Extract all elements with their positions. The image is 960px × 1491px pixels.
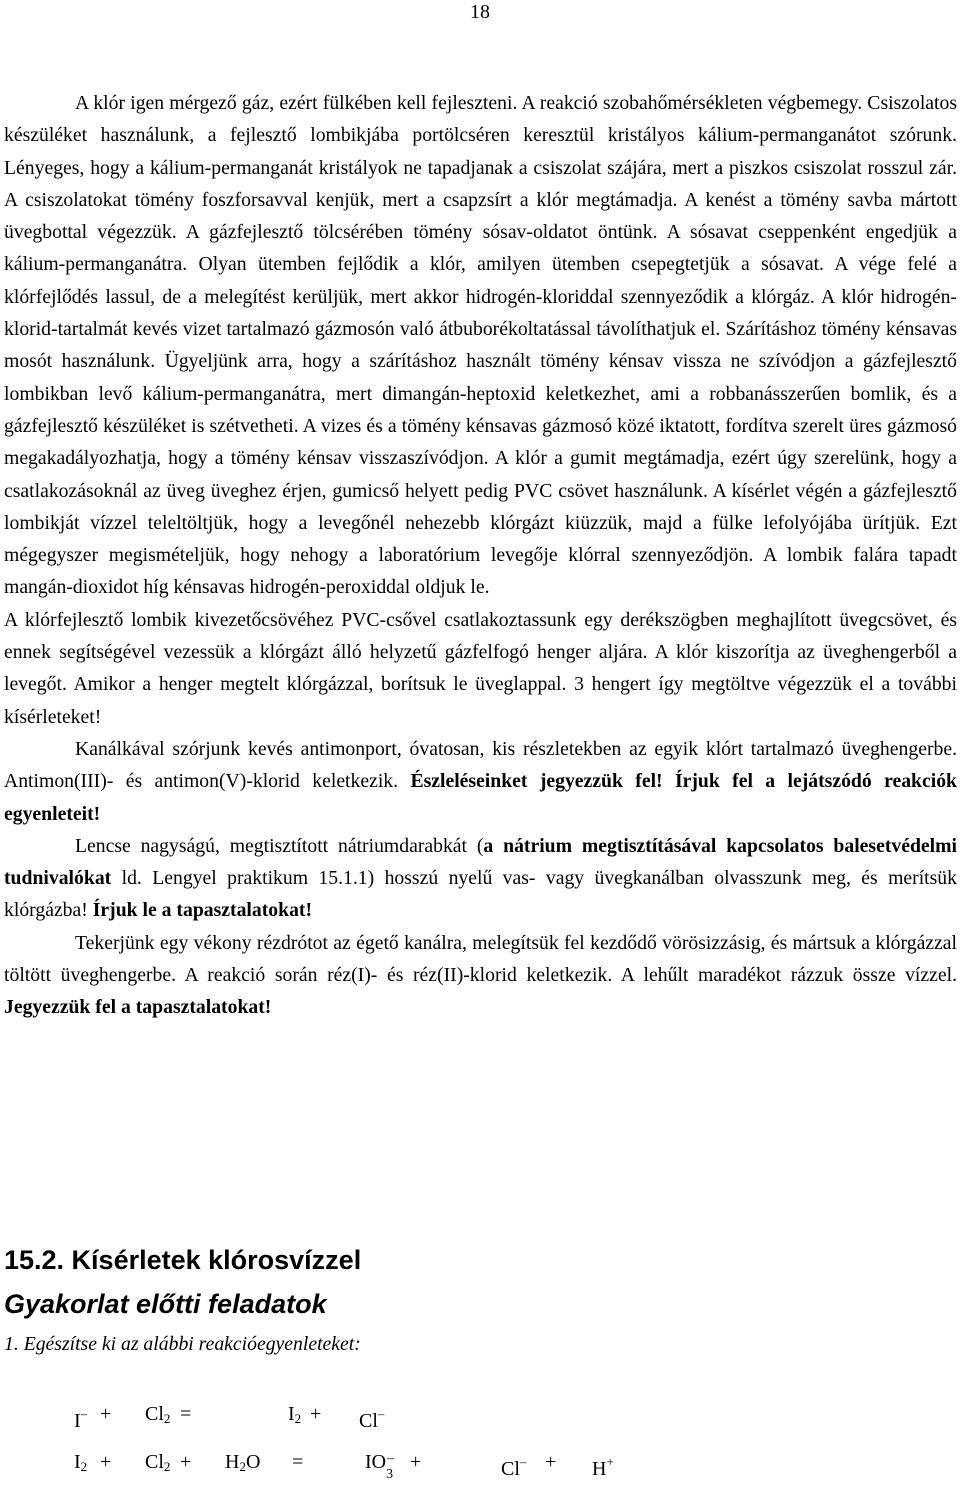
eq2-plus-3: +	[410, 1451, 422, 1473]
section-subheading: Gyakorlat előtti feladatok	[4, 1289, 327, 1319]
paragraph-chlorine-generation	[4, 87, 957, 604]
eq2-plus-2: +	[180, 1451, 192, 1473]
paragraph-text: ld. Lengyel praktikum 15.1.1) hosszú nyelű vas- vagy üvegkanálban olvasszunk meg, és merítsük klórgázba!	[4, 867, 957, 922]
paragraph-text: Tekerjünk egy vékony rézdrótot az égető kanálra, melegítsük fel kezdődő vörösizzásig, és mártsuk a klórgázzal töltött üveghengerbe. A reakció során réz(I)- és réz(II)-klorid keletkezik. A lehűlt maradékot rázzuk össze vízzel.	[4, 931, 957, 987]
eq2-term-proton: H+	[592, 1454, 614, 1480]
eq1-term-chlorine: $Cl_2$	[145, 1403, 171, 1426]
equation-1	[0, 1398, 960, 1438]
paragraph-text: Lencse nagyságú, megtisztított nátriumdarabkát (	[75, 834, 484, 857]
eq1-plus-1: +	[100, 1403, 112, 1425]
paragraph-text: A klór igen mérgező gáz, ezért fülkében kell fejleszteni. A reakció szobahőmérsékleten végbemegy. Csiszolatos készüléket használunk, a fejlesztő lombikjába portölcséren keresztül kristályos kálium-permanganátot szórunk. Lényeges, hogy a kálium-permanganát kristályok ne tapadjanak a csiszolat szájára, mert a piszkos csiszolat rosszul zár. A csiszolatokat tömény foszforsavval kenjük, mert a csapzsírt a klór megtámadja. A kenést a tömény savba mártott üvegbottal végezzük. A gázfejlesztő tölcsérében tömény sósav-oldatot öntünk. A sósavat cseppenként engedjük a kálium-permanganátra. Olyan ütemben fejlődik a klór, amilyen ütemben csepegtetjük a sósavat. A vége felé a klórfejlődés lassul, de a melegítést kerüljük, mert akkor hidrogén-kloriddal szennyeződik a klórgáz. A klór hidrogén-klorid-tartalmát kevés vizet tartalmazó gázmosón való átbuborékoltatással távolíthatjuk el. Szárításhoz tömény kénsavas mosót használunk. Ügyeljünk arra, hogy a szárításhoz használt tömény kénsav vissza ne szívódjon a gázfejlesztő lombikban levő kálium-permanganátra, mert dimangán-heptoxid keletkezhet, ami a robbanásszerűen bomlik, és a gázfejlesztő készüléket is szétvetheti. A vizes és a tömény kénsavas gázmosó közé iktatott, fordítva szerelt üres gázmosó megakadályozhatja, hogy a tömény kénsav visszaszívódjon. A klór a gumit megtámadja, ezért úgy szerelünk, hogy a csatlakozásoknál az üveg üveghez érjen, gumicső helyett pedig PVC csövet használunk. A kísérlet végén a gázfejlesztő lombikját vízzel teleltöltjük, hogy a levegőnél nehezebb klórgázt kiüzzük, majd a fülke lefolyójába ürítjük. Ezt mégegyszer megismételjük, hogy nehogy a laboratórium levegője klórral szennyeződjön. A lombik falára tapadt mangán-dioxidot híg kénsavas hidrogén-peroxiddal oldjuk le.	[4, 92, 957, 599]
eq2-term-chlorine: $Cl_2$	[145, 1451, 171, 1474]
eq1-term-iodide: I–	[74, 1406, 88, 1432]
eq2-term-chloride: Cl–	[501, 1454, 527, 1480]
eq2-plus-4: +	[545, 1451, 557, 1473]
body-text	[4, 87, 957, 1024]
task-instruction: 1. Egészítse ki az alábbi reakcióegyenleteket:	[4, 1333, 361, 1355]
bold-instruction: Észleléseinket jegyezzük fel! Írjuk fel a lejátszódó reakciók egyenleteit!	[4, 770, 957, 825]
eq2-plus-1: +	[100, 1451, 112, 1473]
eq1-term-iodine: $I_2$	[288, 1403, 302, 1426]
paragraph-text: A klórfejlesztő lombik kivezetőcsövéhez PVC-csővel csatlakoztassunk egy derékszögben meghajlított üvegcsövet, és ennek segítségével vezessük a klórgázt álló helyzetű gázfelfogó henger aljára. A klór kiszorítja az üveghengerből a levegőt. Amikor a henger megtelt klórgázzal, borítsuk le üveglappal. 3 hengert így megtöltve végezzük el a további kísérleteket!	[4, 608, 957, 728]
section-heading: 15.2. Kísérletek klórosvízzel	[4, 1245, 362, 1275]
eq1-equals: =	[180, 1403, 192, 1425]
paragraph-antimony-experiment	[4, 733, 957, 830]
bold-instruction: a nátrium megtisztításával kapcsolatos balesetvédelmi tudnivalókat	[4, 834, 957, 890]
paragraph-copper-experiment	[4, 927, 957, 1024]
eq1-plus-2: +	[310, 1403, 322, 1425]
eq1-term-chloride: Cl–	[359, 1406, 385, 1432]
eq2-equals: =	[292, 1451, 304, 1473]
page-number: 18	[470, 1, 490, 23]
paragraph-text: Kanálkával szórjunk kevés antimonport, óvatosan, kis részletekben az egyik klórt tartalmazó üveghengerbe. Antimon(III)- és antimon(V)-klorid keletkezik.	[4, 737, 957, 793]
paragraph-gas-collection	[4, 604, 957, 733]
eq2-term-iodate: IO – 3	[365, 1451, 395, 1483]
bold-instruction: Jegyezzük fel a tapasztalatokat!	[4, 996, 272, 1019]
eq2-term-iodine: $I_2$	[74, 1451, 88, 1474]
eq2-term-water: $H_2O$	[225, 1451, 261, 1474]
equation-2	[0, 1446, 960, 1486]
bold-instruction: Írjuk le a tapasztalatokat!	[92, 899, 313, 922]
paragraph-sodium-experiment	[4, 830, 957, 927]
